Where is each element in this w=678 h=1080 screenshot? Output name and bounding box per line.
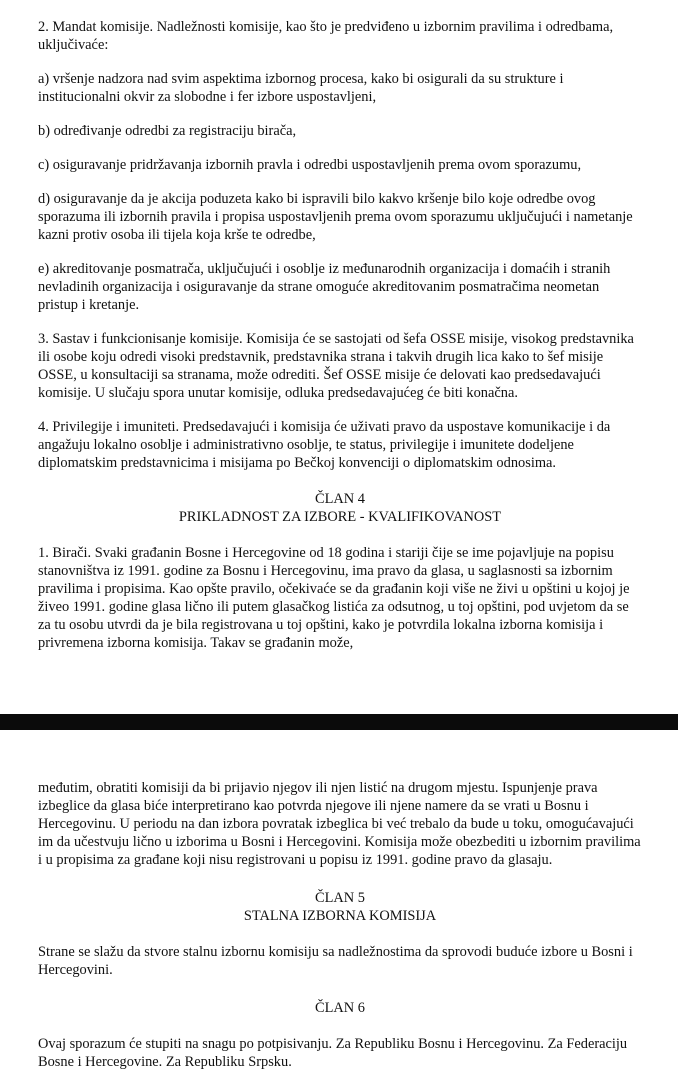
- article-4-heading: ČLAN 4: [315, 491, 365, 507]
- article-4-title: PRIKLADNOST ZA IZBORE - KVALIFIKOVANOST: [178, 509, 502, 525]
- page-separator: [0, 714, 678, 730]
- article-5-heading: ČLAN 5: [315, 890, 365, 906]
- paragraph-item-a: a) vršenje nadzora nad svim aspektima izbornog procesa, kako bi osigurali da su strukture i institucionalni okvir za slobodne i fer izbore uspostavljeni,: [38, 71, 564, 105]
- paragraph-privilegije: 4. Privilegije i imuniteti. Predsedavajući i komisija će uživati pravo da uspostave komunikacije i da angažuju lokalno osoblje i administrativno osoblje, te status, privilegije i imunitete dodeljene diplomatskim predstavnicima i misijama po Bečkoj konvenciji o diplomatskim odnosima.: [38, 419, 611, 471]
- article-4-heading-block: [38, 490, 642, 526]
- paragraph-stupanje-na-snagu: Ovaj sporazum će stupiti na snagu po potpisivanju. Za Republiku Bosnu i Hercegovinu. Za Federaciju Bosne i Hercegovine. Za Republiku Srpsku.: [38, 1036, 628, 1070]
- paragraph-continuation: međutim, obratiti komisiji da bi prijavio njegov ili njen listić na drugom mjestu. Ispunjenje prava izbeglice da glasa biće interpretirano kao potvrda njegove ili njene namere da se vrati u Bosnu i Hercegovinu. U periodu na dan izbora povratak izbeglica bi već trebalo da bude u toku, omogućavajući im da učestvuju lično u izborima u Bosni i Hercegovini. Komisija može obezbediti u izbornim pravilima i u propisima za građane koji nisu registrovani u popisu iz 1991. godine pravo da glasaju.: [38, 780, 641, 868]
- paragraph-item-e: e) akreditovanje posmatrača, uključujući i osoblje iz međunarodnih organizacija i domaćih i stranih nevladinih organizacija i osiguravanje da strane omoguće akreditovanim posmatračima neometan pristup i kretanje.: [38, 261, 611, 313]
- paragraph-item-d: d) osiguravanje da je akcija poduzeta kako bi ispravili bilo kakvo kršenje bilo koje odredbe ovog sporazuma ili izbornih pravila i propisa uspostavljenih prema ovom sporazumu uključujući i nametanje kazni protiv osoba ili tijela koja krše te odredbe,: [38, 191, 633, 243]
- paragraph-stalna-komisija: Strane se slažu da stvore stalnu izbornu komisiju sa nadležnostima da sprovodi buduće izbore u Bosni i Hercegovini.: [38, 944, 633, 978]
- paragraph-biraci: 1. Birači. Svaki građanin Bosne i Hercegovine od 18 godina i stariji čije se ime pojavljuje na popisu stanovništva iz 1991. godine za Bosnu i Hercegovinu, ima pravo da glasa, u saglasnosti sa izbornim pravilima i propisima. Kao opšte pravilo, očekivaće se da građanin koji više ne živi u opštini u kojoj je živeo 1991. godine glasa lično ili putem glasačkog listića za odsutnog, u toj opštini, pod uvjetom da se za tu osobu utvrdi da je bila registrovana u toj opštini, kako je potvrdila lokalna izborna komisija i privremena izborna komisija. Takav se građanin može,: [38, 545, 630, 651]
- paragraph-mandat: 2. Mandat komisije. Nadležnosti komisije, kao što je predviđeno u izbornim pravilima i odredbama, uključivaće:: [38, 19, 614, 53]
- paragraph-item-c: c) osiguravanje pridržavanja izbornih pravla i odredbi uspostavljenih prema ovom sporazumu,: [38, 157, 582, 173]
- article-5-title: STALNA IZBORNA KOMISIJA: [243, 908, 437, 924]
- document-page-2: [0, 730, 678, 1080]
- cropped-previous-line: [38, 0, 638, 4]
- article-5-heading-block: [38, 889, 642, 925]
- page-2-body: [38, 779, 642, 1080]
- article-6-heading: ČLAN 6: [315, 1000, 365, 1016]
- paragraph-sastav: 3. Sastav i funkcionisanje komisije. Komisija će se sastojati od šefa OSSE misije, visokog predstavnika ili osobe koju odredi visoki predstavnik, predstavnika strana i takvih drugih lica kako to šef misije OSSE, u konsultaciji sa stranama, može odrediti. Šef OSSE misije će delovati kao predsedavajući komisije. U slučaju spora unutar komisije, odluka predsedavajućeg će biti konačna.: [38, 331, 634, 401]
- paragraph-item-b: b) određivanje odredbi za registraciju birača,: [38, 123, 297, 139]
- page-1-body: [38, 18, 642, 668]
